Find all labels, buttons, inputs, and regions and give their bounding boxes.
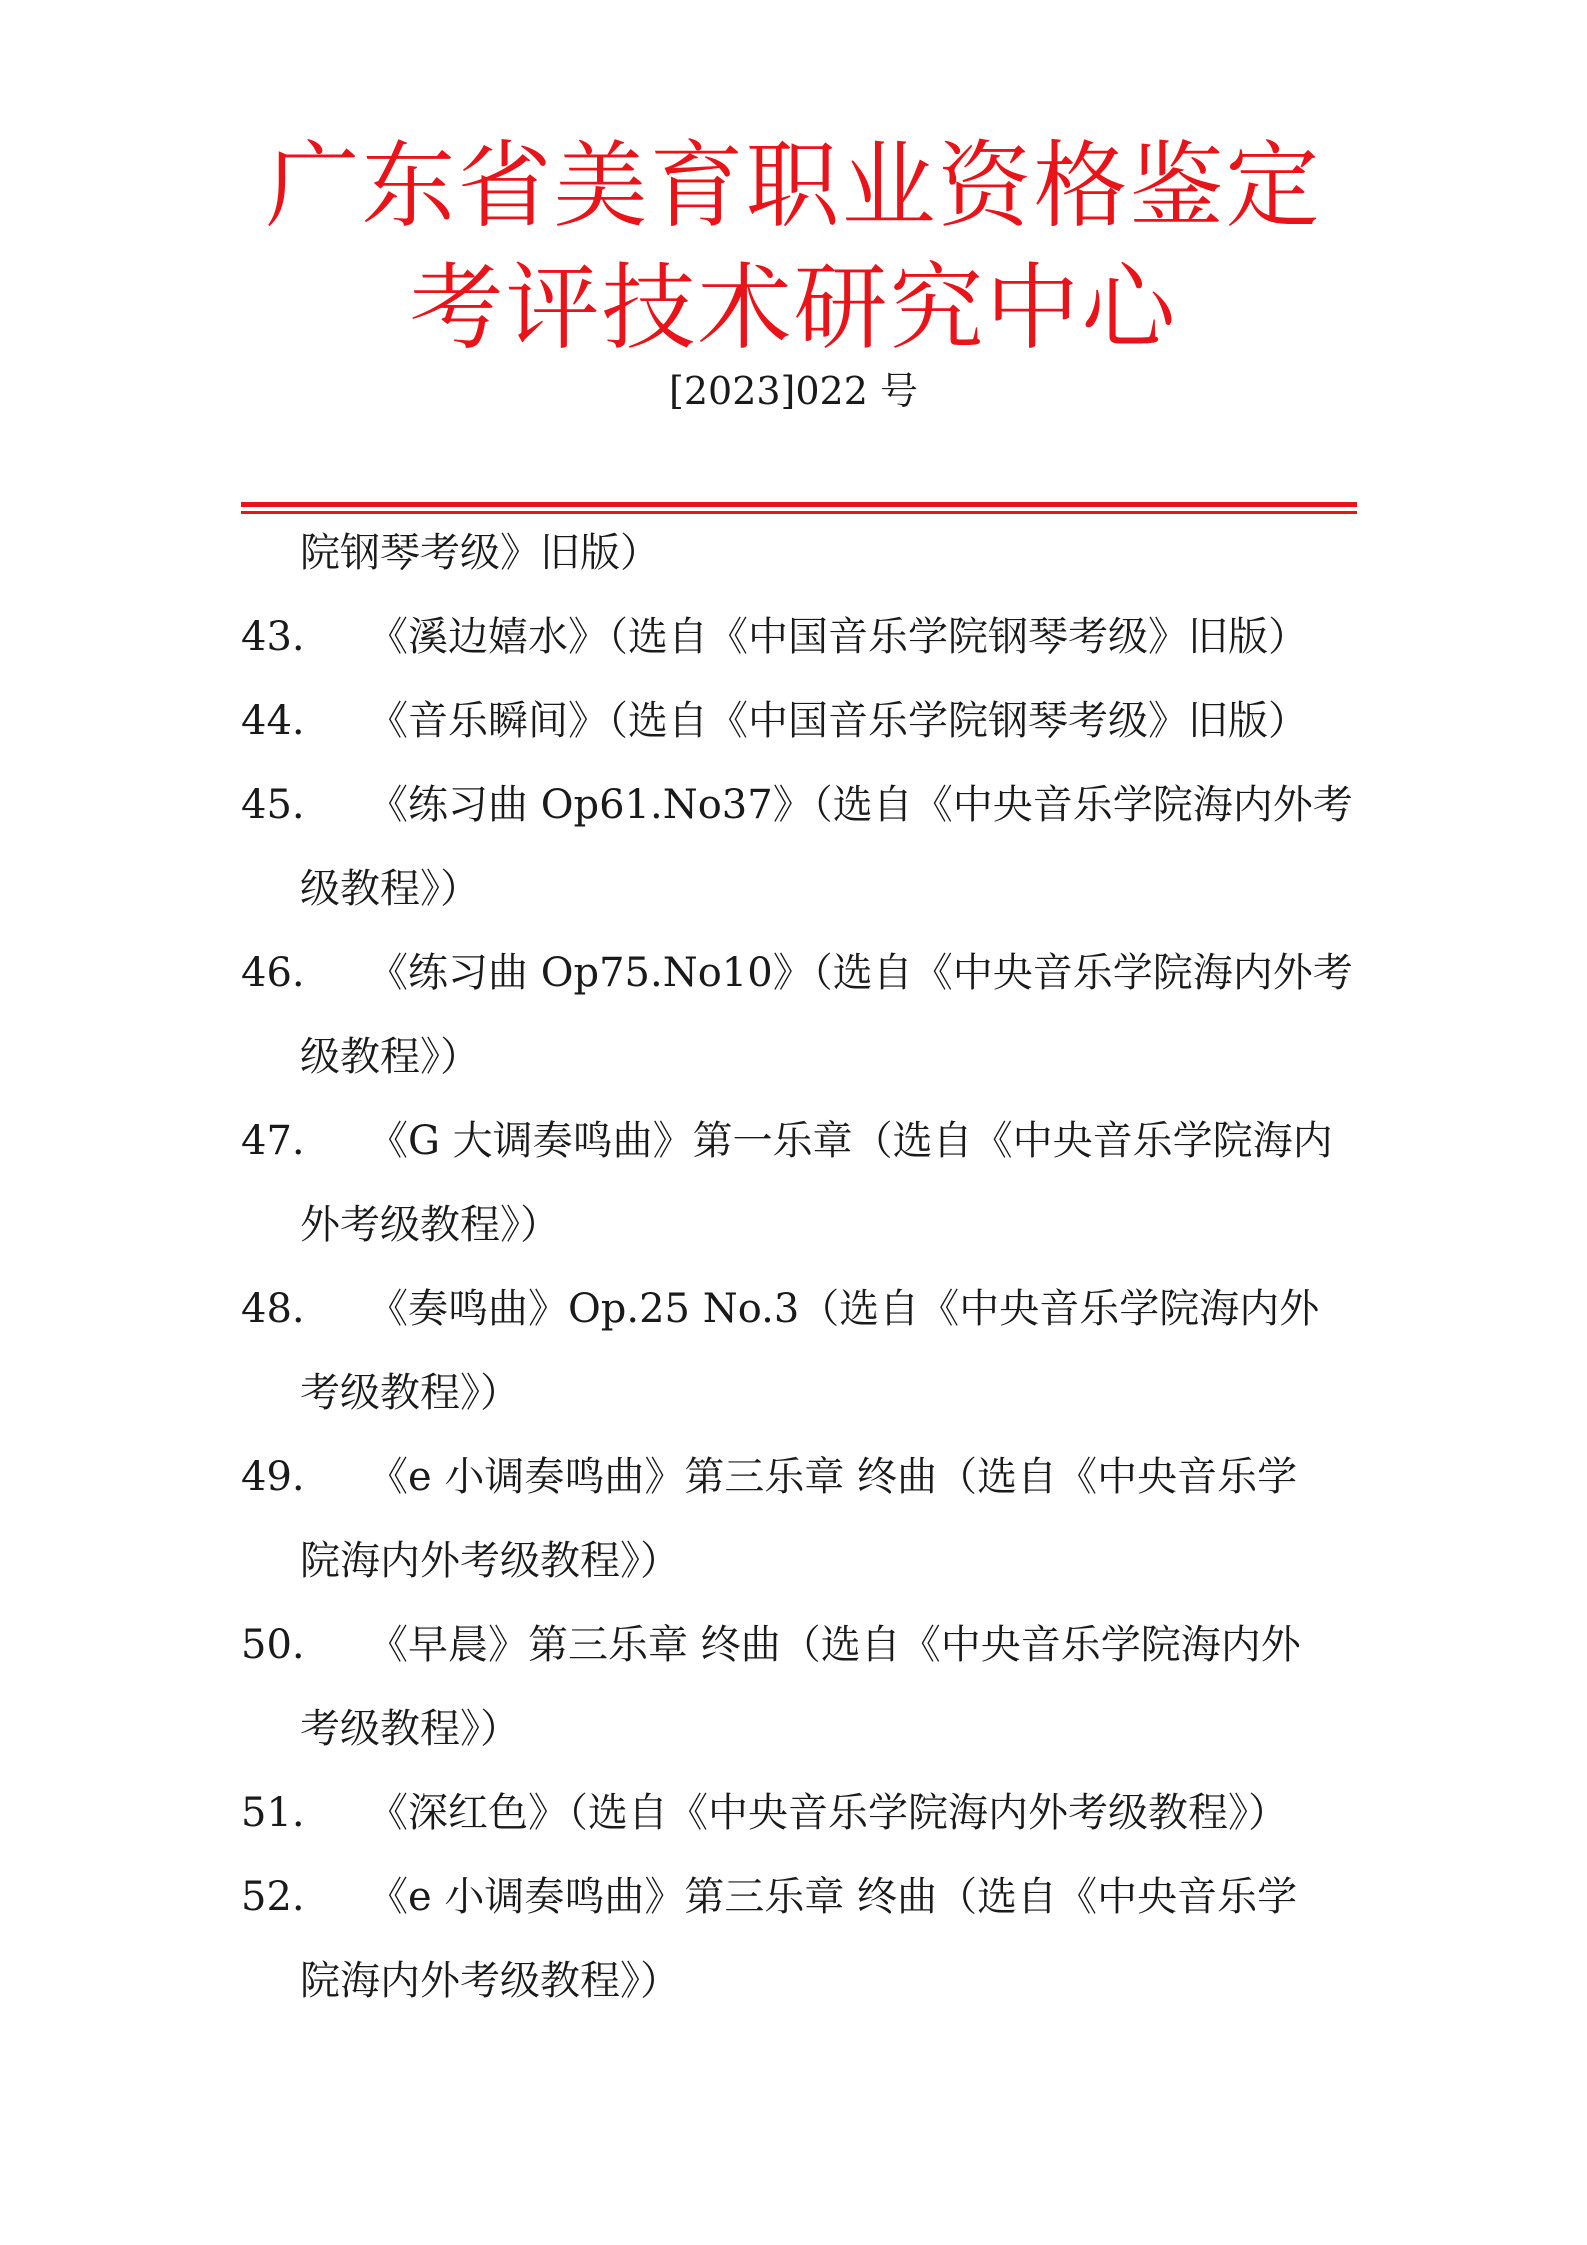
list-item-number: 49. (241, 1454, 305, 1500)
list-item-number: 47. (241, 1118, 305, 1164)
list-item-number: 46. (241, 950, 305, 996)
red-divider-thick (241, 502, 1357, 507)
list-item-number: 45. (241, 782, 305, 828)
list-item-text: 《溪边嬉水》（选自《中国音乐学院钢琴考级》旧版） (368, 614, 1308, 660)
list-item-number: 44. (241, 698, 305, 744)
list-item-continuation: 院海内外考级教程》） (300, 1958, 680, 2004)
document-number: [2023]022 号 (669, 369, 918, 413)
list-item-text: 《e 小调奏鸣曲》第三乐章 终曲（选自《中央音乐学 (368, 1454, 1298, 1500)
list-item-number: 51. (241, 1790, 305, 1836)
list-item-number: 48. (241, 1286, 305, 1332)
list-item-continuation: 外考级教程》） (300, 1202, 560, 1248)
document-title-line1: 广东省美育职业资格鉴定 (265, 132, 1322, 241)
list-item-text: 《音乐瞬间》（选自《中国音乐学院钢琴考级》旧版） (368, 698, 1308, 744)
list-item-text: 《奏鸣曲》Op.25 No.3（选自《中央音乐学院海内外 (368, 1286, 1320, 1332)
list-item-text: 《G 大调奏鸣曲》第一乐章（选自《中央音乐学院海内 (368, 1118, 1333, 1164)
list-item-continuation: 院海内外考级教程》） (300, 1538, 680, 1584)
list-item-continuation: 考级教程》） (300, 1370, 520, 1416)
list-item-text: 《深红色》（选自《中央音乐学院海内外考级教程》） (368, 1790, 1288, 1836)
list-item-number: 52. (241, 1874, 305, 1920)
red-divider-thin (241, 511, 1357, 514)
list-item-number: 43. (241, 614, 305, 660)
document-title-line2: 考评技术研究中心 (409, 254, 1178, 363)
list-item-text: 《e 小调奏鸣曲》第三乐章 终曲（选自《中央音乐学 (368, 1874, 1298, 1920)
list-item-continuation: 考级教程》） (300, 1706, 520, 1752)
list-item-text: 《练习曲 Op61.No37》（选自《中央音乐学院海内外考 (368, 782, 1353, 828)
list-item-text: 《练习曲 Op75.No10》（选自《中央音乐学院海内外考 (368, 950, 1353, 996)
list-item-number: 50. (241, 1622, 305, 1668)
list-item-continuation: 级教程》） (300, 866, 480, 912)
list-item-continuation: 级教程》） (300, 1034, 480, 1080)
list-item-text: 《早晨》第三乐章 终曲（选自《中央音乐学院海内外 (368, 1622, 1301, 1668)
continuation-line: 院钢琴考级》旧版） (300, 530, 660, 576)
